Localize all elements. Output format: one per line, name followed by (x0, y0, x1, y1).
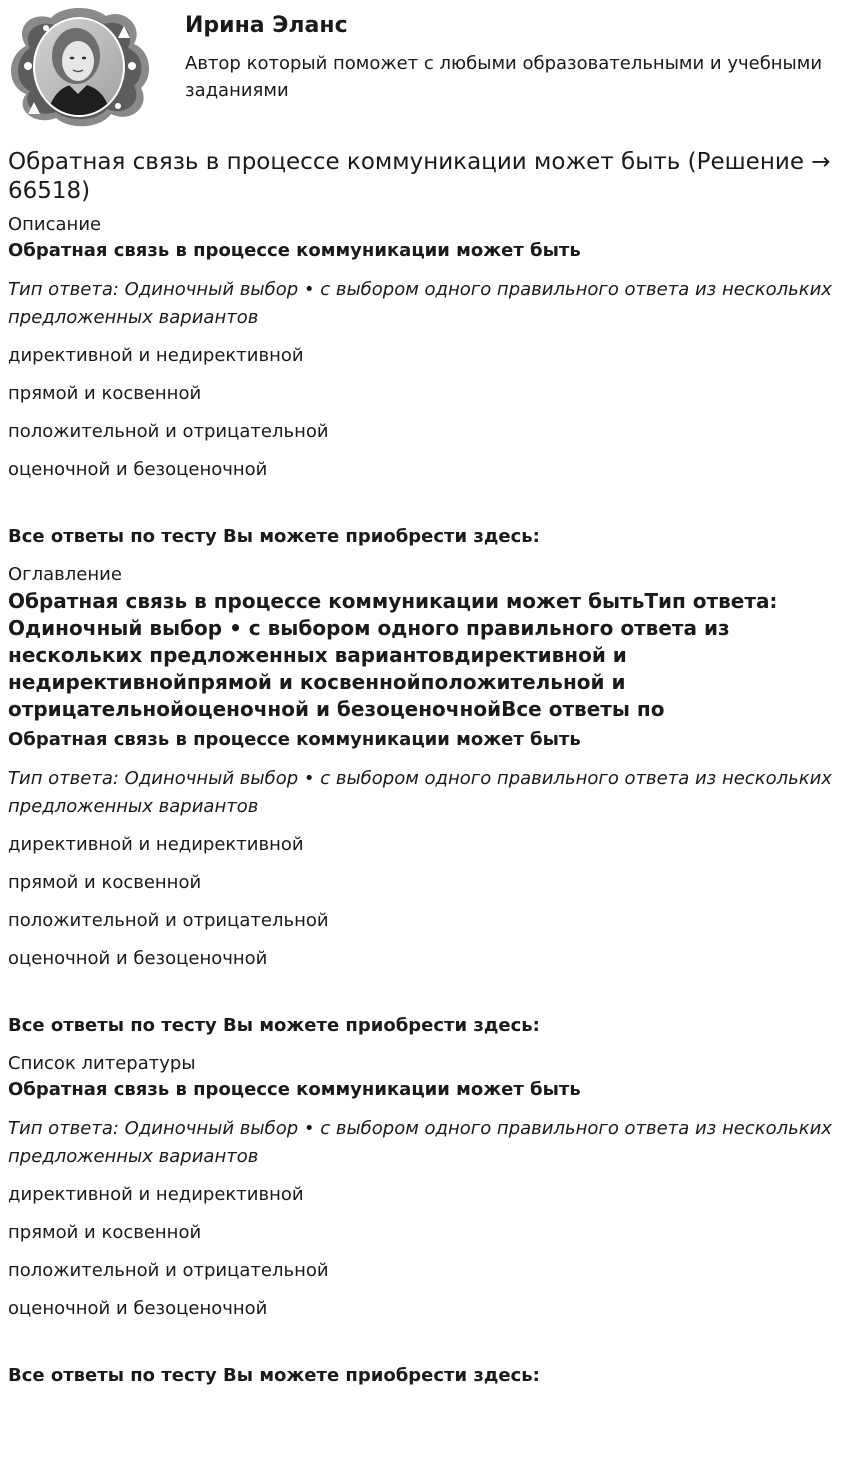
toc-summary: Обратная связь в процессе коммуникации может бытьТип ответа: Одиночный выбор • с выбором одного правильного ответа из нескольких предложенных вариантовдирективной и недирективнойпрямой и косвеннойположительной и отрицательнойоценочной и безоценочнойВсе ответы по (8, 589, 778, 721)
author-header (0, 0, 847, 135)
question-title: Обратная связь в процессе коммуникации может быть (8, 729, 581, 750)
description-section (8, 212, 843, 550)
answer-option: прямой и косвенной (8, 872, 202, 893)
buy-answers-text: Все ответы по тесту Вы можете приобрести здесь: (8, 526, 540, 547)
answer-option: оценочной и безоценочной (8, 1298, 268, 1319)
toc-label: Оглавление (8, 564, 122, 585)
answer-type: Тип ответа: Одиночный выбор • с выбором одного правильного ответа из нескольких предложенных вариантов (8, 279, 832, 328)
answer-option: директивной и недирективной (8, 345, 304, 366)
toc-section (8, 562, 843, 1039)
answer-option: директивной и недирективной (8, 1184, 304, 1205)
answer-option: директивной и недирективной (8, 834, 304, 855)
avatar-photo-frame-icon (6, 6, 152, 128)
answer-option: положительной и отрицательной (8, 910, 329, 931)
author-description: Автор который поможет с любыми образовательными и учебными заданиями (185, 53, 823, 101)
page-title: Обратная связь в процессе коммуникации может быть (Решение → 66518) (8, 149, 831, 204)
answer-option: прямой и косвенной (8, 1222, 202, 1243)
answer-option: прямой и косвенной (8, 383, 202, 404)
references-section (8, 1051, 843, 1389)
answer-type: Тип ответа: Одиночный выбор • с выбором одного правильного ответа из нескольких предложенных вариантов (8, 768, 832, 817)
author-name: Ирина Эланс (185, 13, 348, 38)
answer-type: Тип ответа: Одиночный выбор • с выбором одного правильного ответа из нескольких предложенных вариантов (8, 1118, 832, 1167)
answer-option: положительной и отрицательной (8, 421, 329, 442)
author-avatar (6, 6, 152, 128)
answer-option: положительной и отрицательной (8, 1260, 329, 1281)
references-label: Список литературы (8, 1053, 196, 1074)
description-label: Описание (8, 214, 102, 235)
question-title: Обратная связь в процессе коммуникации может быть (8, 240, 581, 261)
answer-option: оценочной и безоценочной (8, 948, 268, 969)
main-content (8, 148, 843, 1401)
buy-answers-text: Все ответы по тесту Вы можете приобрести здесь: (8, 1015, 540, 1036)
answer-option: оценочной и безоценочной (8, 459, 268, 480)
buy-answers-text: Все ответы по тесту Вы можете приобрести здесь: (8, 1365, 540, 1386)
question-title: Обратная связь в процессе коммуникации может быть (8, 1079, 581, 1100)
